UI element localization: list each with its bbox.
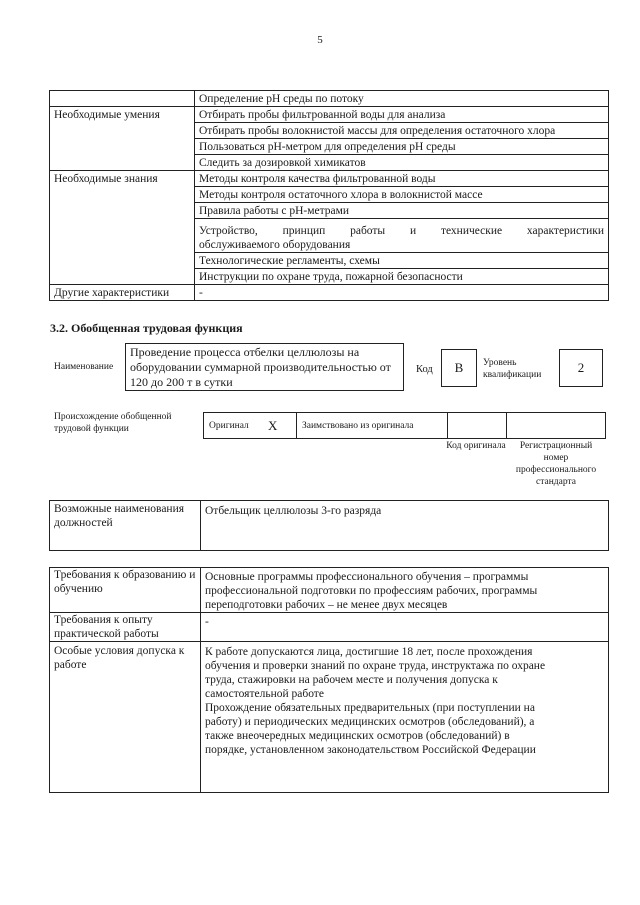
requirement-label: Требования к опыту практической работы [50,613,201,642]
requirements-table [49,567,609,793]
borrowed-label: Заимствовано из оригинала [302,421,414,431]
row-label [50,155,195,171]
original-label: Оригинал [209,421,249,431]
positions-label: Возможные наименования должностей [50,501,201,551]
table-row [50,642,609,793]
row-text: Методы контроля качества фильтрованной воды [195,171,609,187]
name-label: Наименование [54,362,114,372]
row-text-line: обслуживаемого оборудования [199,239,351,251]
divider [506,413,507,438]
row-text: Правила работы с pH-метрами [195,203,609,219]
row-text: Инструкции по охране труда, пожарной безопасности [195,269,609,285]
requirement-value [201,613,609,642]
row-text-multiline [195,219,609,253]
table-row [50,219,609,253]
row-label [50,253,195,269]
divider [447,413,448,438]
divider [296,413,297,438]
requirement-line: порядке, установленном законодательством Российской Федерации [205,744,536,756]
requirement-line: - [205,616,209,628]
requirement-line: переподготовки рабочих – не менее двух месяцев [205,599,448,611]
requirement-label: Требования к образованию и обучению [50,568,201,613]
requirement-line: работу) и периодических медицинских осмотров (обследований), а [205,716,535,728]
qualification-level-value: 2 [559,349,603,387]
table-row [50,171,609,187]
table-row [50,91,609,107]
table-row [50,285,609,301]
row-label [50,123,195,139]
table-row [50,123,609,139]
table-row [50,139,609,155]
row-text: Пользоваться pH-метром для определения pH среды [195,139,609,155]
requirement-line: также внеочередных медицинских осмотров (обследований) в [205,730,510,742]
qualification-level-label: Уровень квалификации [483,358,542,380]
code-value: B [441,349,477,387]
row-label [50,219,195,253]
row-text: Методы контроля остаточного хлора в волокнистой массе [195,187,609,203]
row-label: Необходимые умения [50,107,195,123]
row-label: Другие характеристики [50,285,195,301]
row-text: Отбирать пробы фильтрованной воды для анализа [195,107,609,123]
row-label [50,187,195,203]
requirement-line: Основные программы профессионального обучения – программы [205,571,529,583]
requirement-label: Особые условия допуска к работе [50,642,201,793]
page-number: 5 [317,34,323,46]
table-row [50,203,609,219]
table-row [50,269,609,285]
table-row [50,107,609,123]
requirement-line: Прохождение обязательных предварительных (при поступлении на [205,702,535,714]
row-label: Необходимые знания [50,171,195,187]
requirement-line: профессиональной подготовки по профессиям рабочих, программы [205,585,538,597]
original-mark: X [268,418,278,433]
row-label [50,269,195,285]
requirement-line: обучения и проверки знаний по охране труда, инструктажа по охране [205,660,546,672]
positions-table [49,500,609,551]
table-row [50,568,609,613]
origin-box [203,412,606,439]
row-text: Технологические регламенты, схемы [195,253,609,269]
requirement-value [201,642,609,793]
origin-label: Происхождение обобщенной трудовой функции [54,412,172,434]
row-text-line: Устройство, принцип работы и технические характеристики [199,225,604,237]
table-row [50,155,609,171]
table-row [50,501,609,551]
row-text: Следить за дозировкой химикатов [195,155,609,171]
row-text: Определение pH среды по потоку [195,91,609,107]
code-original-label: Код оригинала [446,441,506,451]
row-label [50,139,195,155]
table-row [50,613,609,642]
requirement-line: самостоятельной работе [205,688,324,700]
requirement-value [201,568,609,613]
table-row [50,253,609,269]
function-name-value: Проведение процесса отбелки целлюлозы на оборудовании суммарной производительностью от 120 до 200 т в сутки [125,343,404,391]
skills-table [49,90,609,301]
code-label: Код [416,364,433,375]
row-label [50,203,195,219]
row-label [50,91,195,107]
positions-value: Отбельщик целлюлозы 3-го разряда [201,501,609,551]
requirement-line: труда, стажировки на рабочем месте и получения допуска к [205,674,498,686]
reg-number-label: Регистрационный номер профессионального стандарта [515,441,597,487]
requirement-line: К работе допускаются лица, достигшие 18 лет, после прохождения [205,646,533,658]
table-row [50,187,609,203]
section-title: 3.2. Обобщенная трудовая функция [50,321,243,335]
row-text: Отбирать пробы волокнистой массы для определения остаточного хлора [195,123,609,139]
row-text: - [195,285,609,301]
